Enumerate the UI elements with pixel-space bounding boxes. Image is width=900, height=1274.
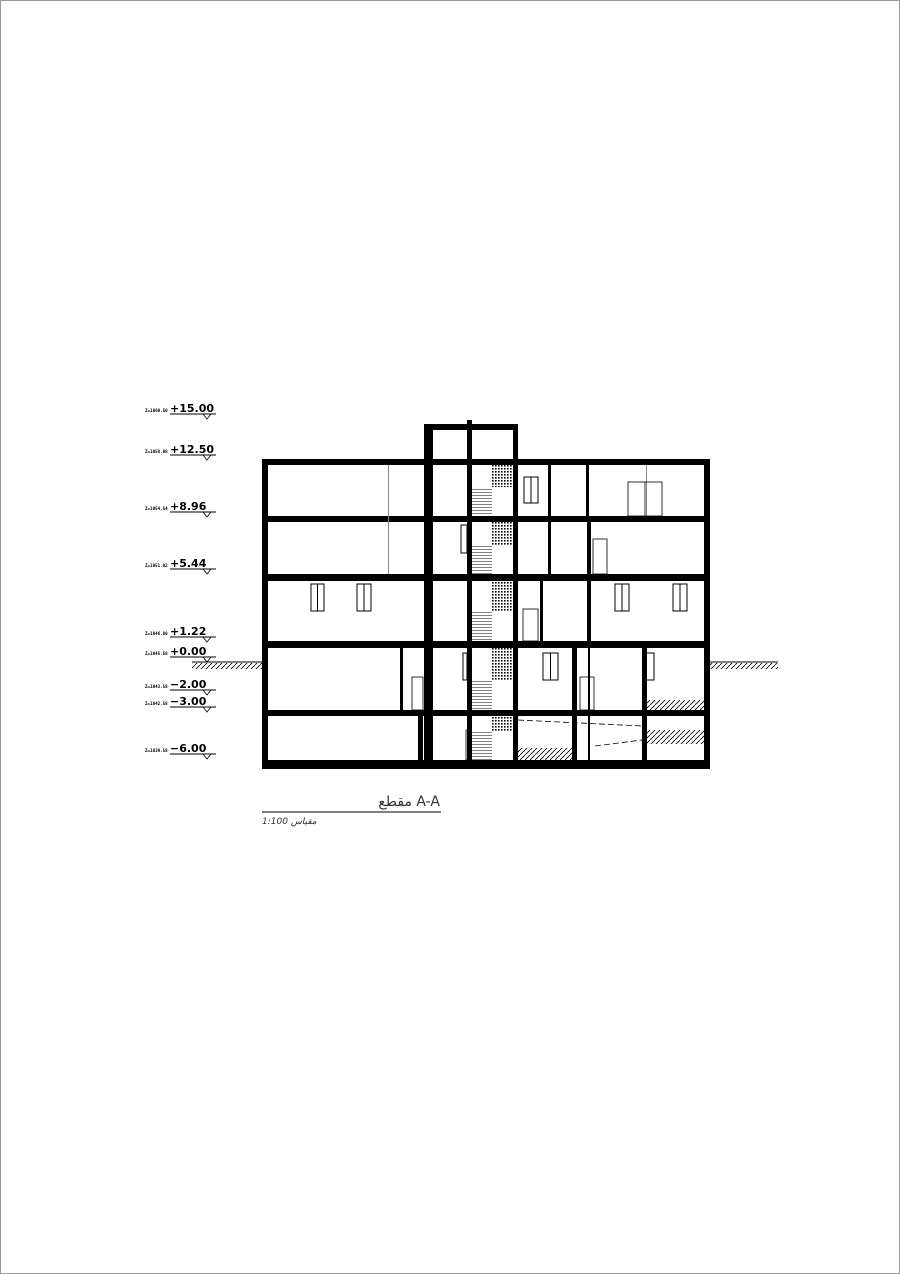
level-marker-minus-3 [145,695,216,712]
level-value-label: +5.44 [170,557,207,570]
doors [412,482,662,760]
level-value-label: +15.00 [170,402,215,415]
level-value-label: +8.96 [170,500,207,513]
level-absolute-label: Z=1051.02 [145,563,168,568]
level-value-label: −6.00 [170,742,207,755]
level-absolute-label: Z=1045.58 [145,651,168,656]
title-block [262,794,441,827]
level-value-label: +12.50 [170,443,215,456]
level-value-label: −2.00 [170,678,207,691]
level-value-label: +0.00 [170,645,207,658]
page-border [1,1,900,1274]
level-value-label: +1.22 [170,625,207,638]
level-marker-roof-stair [145,402,216,419]
level-absolute-label: Z=1046.80 [145,631,168,636]
level-marker-floor-2 [145,557,216,574]
level-marker-floor-3 [145,500,216,517]
level-marker-floor-1 [145,625,216,642]
level-absolute-label: Z=1042.58 [145,701,168,706]
ramp-hatching [518,700,704,760]
level-absolute-label: Z=1060.50 [145,408,168,413]
level-markers [145,402,216,759]
level-marker-minus-2 [145,678,216,695]
drawing-title: مقطع A-A [378,794,440,810]
level-marker-ground [145,645,216,662]
level-marker-roof [145,443,216,460]
level-marker-minus-6 [145,742,216,759]
level-value-label: −3.00 [170,695,207,708]
level-absolute-label: Z=1039.58 [145,748,168,753]
level-absolute-label: Z=1058.08 [145,449,168,454]
drawing-scale: 1:100 مقياس [262,817,317,827]
level-absolute-label: Z=1043.58 [145,684,168,689]
ground-line [192,662,778,669]
stair-tower [424,420,518,464]
building-section [262,420,710,769]
level-absolute-label: Z=1054.54 [145,506,168,511]
interior-walls [388,459,647,769]
